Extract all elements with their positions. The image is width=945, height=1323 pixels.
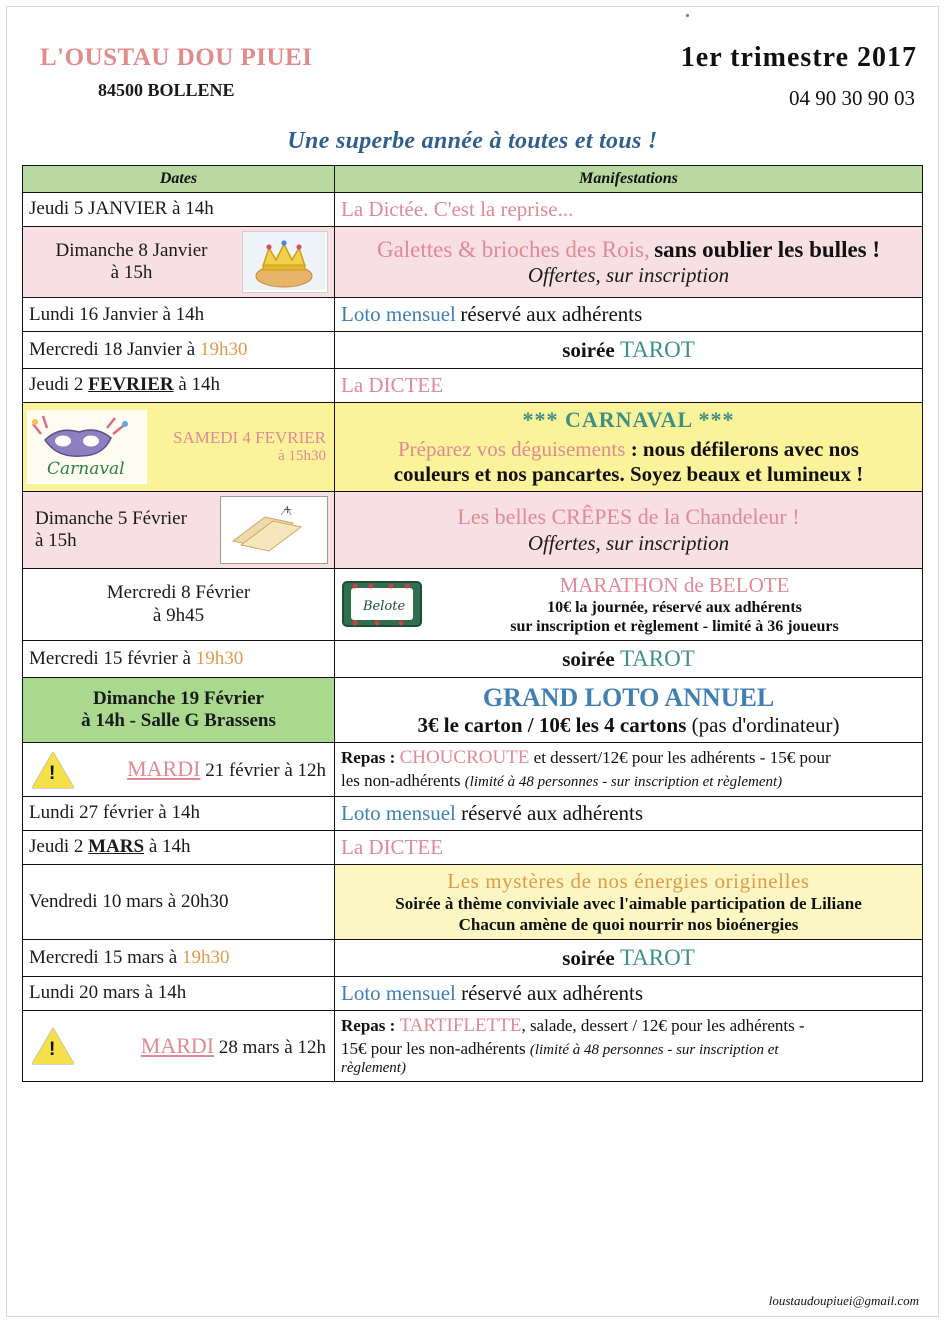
- event-day-highlight: MARDI: [140, 1032, 215, 1058]
- event-text-highlight: Galettes & brioches des Rois,: [376, 236, 650, 262]
- event-month: FEVRIER: [88, 374, 174, 396]
- event-note: (limité à 48 personnes - sur inscription et: [529, 1041, 779, 1058]
- event-description: [335, 678, 923, 743]
- event-date: [23, 403, 335, 492]
- event-date-line2: à 14h - Salle G Brassens: [81, 710, 276, 732]
- event-subtext: couleurs et nos pancartes. Soyez beaux et lumineux !: [393, 461, 864, 486]
- event-description: [335, 831, 923, 865]
- event-text: sans oublier les bulles !: [654, 236, 881, 262]
- table-row: [23, 865, 923, 940]
- event-subtext: 15€ pour les non-adhérents: [341, 1038, 530, 1058]
- event-subtext: les non-adhérents: [341, 771, 465, 791]
- event-date: Lundi 27 février à 14h: [23, 796, 335, 830]
- event-text-highlight: TAROT: [619, 646, 695, 672]
- event-date: [23, 940, 335, 977]
- table-row: [23, 491, 923, 568]
- event-subtext: Offertes, sur inscription: [527, 530, 730, 555]
- event-text-highlight: TAROT: [619, 945, 695, 971]
- event-date-line2: à 15h30: [278, 448, 326, 465]
- carnaval-mask-image: [27, 410, 147, 484]
- event-text: réservé aux adhérents: [455, 980, 644, 1005]
- event-date: [23, 491, 335, 568]
- event-date-line1: Mercredi 8 Février: [106, 582, 251, 604]
- event-subtext-2: Chacun amène de quoi nourrir nos bioénergies: [458, 914, 799, 934]
- event-subtext: 10€ la journée, réservé aux adhérents: [547, 599, 802, 617]
- table-row: [23, 678, 923, 743]
- crown-galette-image: [242, 231, 328, 293]
- event-text-highlight: CHOUCROUTE: [399, 747, 530, 769]
- event-description: [335, 976, 923, 1010]
- event-date-line1: Dimanche 5 Février: [35, 507, 187, 529]
- event-date-text: 28 mars à 12h: [214, 1036, 326, 1058]
- event-text: soirée: [562, 647, 620, 672]
- svg-text:Belote: Belote: [363, 598, 406, 614]
- event-date: [23, 743, 335, 796]
- warning-triangle-icon: [29, 749, 77, 791]
- event-date: [23, 227, 335, 298]
- table-row: [23, 976, 923, 1010]
- event-text: La Dictée. C'est la reprise...: [341, 197, 574, 221]
- organization-name: L'OUSTAU DOU PIUEI: [40, 44, 313, 71]
- event-description: [335, 332, 923, 369]
- event-text-2: , salade, dessert / 12€ pour les adhérents -: [521, 1015, 805, 1035]
- event-text: soirée: [562, 338, 620, 363]
- event-note: (pas d'ordinateur): [686, 713, 840, 738]
- svg-text:Carnaval: Carnaval: [47, 459, 125, 480]
- event-date-line1: Dimanche 19 Février: [93, 687, 264, 709]
- event-description: [335, 568, 923, 641]
- greeting-text: Une superbe année à toutes et tous !: [287, 128, 658, 154]
- table-row: [23, 193, 923, 227]
- event-date-line1: Dimanche 8 Janvier: [55, 239, 208, 261]
- event-date-line2: à 9h45: [152, 604, 205, 626]
- svg-text:+: +: [283, 502, 293, 516]
- table-row: [23, 298, 923, 332]
- table-row: [23, 403, 923, 492]
- event-text: La DICTEE: [341, 372, 444, 397]
- event-note: (limité à 48 personnes - sur inscription et règlement): [464, 774, 783, 791]
- event-description: [335, 743, 923, 796]
- event-title: GRAND LOTO ANNUEL: [482, 683, 775, 713]
- event-time: à 14h: [144, 836, 191, 858]
- event-text: réservé aux adhérents: [460, 302, 643, 327]
- event-text-highlight: Loto mensuel: [341, 980, 456, 1005]
- event-subtext-2: sur inscription et règlement - limité à 36 joueurs: [510, 618, 839, 636]
- event-description: [335, 796, 923, 830]
- table-row: [23, 568, 923, 641]
- event-description: [335, 491, 923, 568]
- table-row: [23, 743, 923, 796]
- event-title: *** CARNAVAL ***: [522, 407, 735, 433]
- crepes-image: [220, 496, 328, 564]
- table-header-row: [23, 166, 923, 193]
- event-text: La DICTEE: [341, 835, 444, 860]
- column-header-manifestations: Manifestations: [335, 166, 923, 193]
- event-text-highlight: Loto mensuel: [341, 800, 456, 825]
- event-title: MARATHON de BELOTE: [559, 572, 790, 597]
- event-time-highlight: 19h30: [195, 648, 244, 670]
- footer-email: loustaudoupiuei@gmail.com: [768, 1293, 919, 1308]
- event-date: [23, 332, 335, 369]
- event-text-highlight: TARTIFLETTE: [399, 1014, 522, 1036]
- event-month: MARS: [88, 836, 145, 858]
- table-row: [23, 831, 923, 865]
- table-row: [23, 332, 923, 369]
- event-price: 3€ le carton / 10€ les 4 cartons: [417, 713, 687, 738]
- event-description: [335, 1010, 923, 1081]
- event-date: [23, 368, 335, 402]
- event-date: [23, 568, 335, 641]
- event-text-highlight: Préparez vos déguisements: [398, 436, 626, 461]
- event-date: Vendredi 10 mars à 20h30: [23, 865, 335, 940]
- event-text: Les belles CRÊPES de la Chandeleur !: [457, 504, 800, 530]
- event-date: [23, 641, 335, 678]
- event-text-highlight: Loto mensuel: [341, 302, 456, 327]
- event-date: [23, 831, 335, 865]
- event-date-line2: à 15h: [35, 529, 77, 551]
- event-date-text: Jeudi 2: [29, 374, 89, 396]
- event-description: [335, 298, 923, 332]
- event-note-2: règlement): [341, 1060, 406, 1077]
- event-date-text: 21 février à 12h: [200, 760, 326, 782]
- event-description: [335, 227, 923, 298]
- event-date: Jeudi 5 JANVIER à 14h: [23, 193, 335, 227]
- organization-city: 84500 BOLLENE: [98, 80, 235, 100]
- event-description: [335, 641, 923, 678]
- table-row: [23, 641, 923, 678]
- event-text: réservé aux adhérents: [455, 800, 644, 825]
- event-description: [335, 193, 923, 227]
- event-time-highlight: 19h30: [182, 946, 230, 968]
- event-subtext: Offertes, sur inscription: [527, 263, 730, 288]
- event-date-line1: SAMEDI 4 FEVRIER: [172, 428, 326, 448]
- event-date: [23, 678, 335, 743]
- event-text-2: et dessert/12€ pour les adhérents - 15€ pour: [529, 748, 831, 768]
- trimester-title: 1er trimestre 2017: [680, 42, 917, 73]
- table-row: [23, 227, 923, 298]
- table-row: [23, 368, 923, 402]
- event-subtext: Soirée à thème conviviale avec l'aimable participation de Liliane: [395, 894, 862, 914]
- table-row: [23, 940, 923, 977]
- event-text: soirée: [562, 946, 620, 971]
- table-row: [23, 1010, 923, 1081]
- event-date-text: Mercredi 15 février à: [29, 648, 196, 670]
- event-text: Repas :: [341, 1015, 400, 1035]
- event-text-highlight: TAROT: [619, 337, 695, 363]
- event-date-text: Mercredi 15 mars à: [29, 946, 182, 968]
- event-description: [335, 368, 923, 402]
- event-date: Lundi 20 mars à 14h: [23, 976, 335, 1010]
- event-date-text: Jeudi 2: [29, 836, 89, 858]
- event-date-line2: à 15h: [110, 262, 153, 284]
- events-table: [22, 165, 923, 1082]
- event-description: [335, 865, 923, 940]
- event-description: [335, 940, 923, 977]
- event-title: Les mystères de nos énergies originelles: [447, 869, 810, 894]
- page-header: [22, 18, 923, 126]
- event-date: [23, 1010, 335, 1081]
- scan-artifact-dot: [686, 14, 689, 17]
- event-text: Repas :: [341, 748, 400, 768]
- event-day-highlight: MARDI: [127, 756, 201, 782]
- column-header-dates: Dates: [23, 166, 335, 193]
- event-date: Lundi 16 Janvier à 14h: [23, 298, 335, 332]
- event-time: à 14h: [173, 374, 221, 396]
- event-date-text: Mercredi 18 Janvier à: [29, 338, 200, 360]
- warning-triangle-icon: [29, 1025, 77, 1067]
- belote-cards-image: [341, 579, 425, 631]
- phone-number: 04 90 30 90 03: [789, 86, 915, 110]
- table-row: [23, 796, 923, 830]
- event-text: : nous défilerons avec nos: [625, 436, 859, 461]
- event-time-highlight: 19h30: [199, 338, 248, 360]
- event-description: [335, 403, 923, 492]
